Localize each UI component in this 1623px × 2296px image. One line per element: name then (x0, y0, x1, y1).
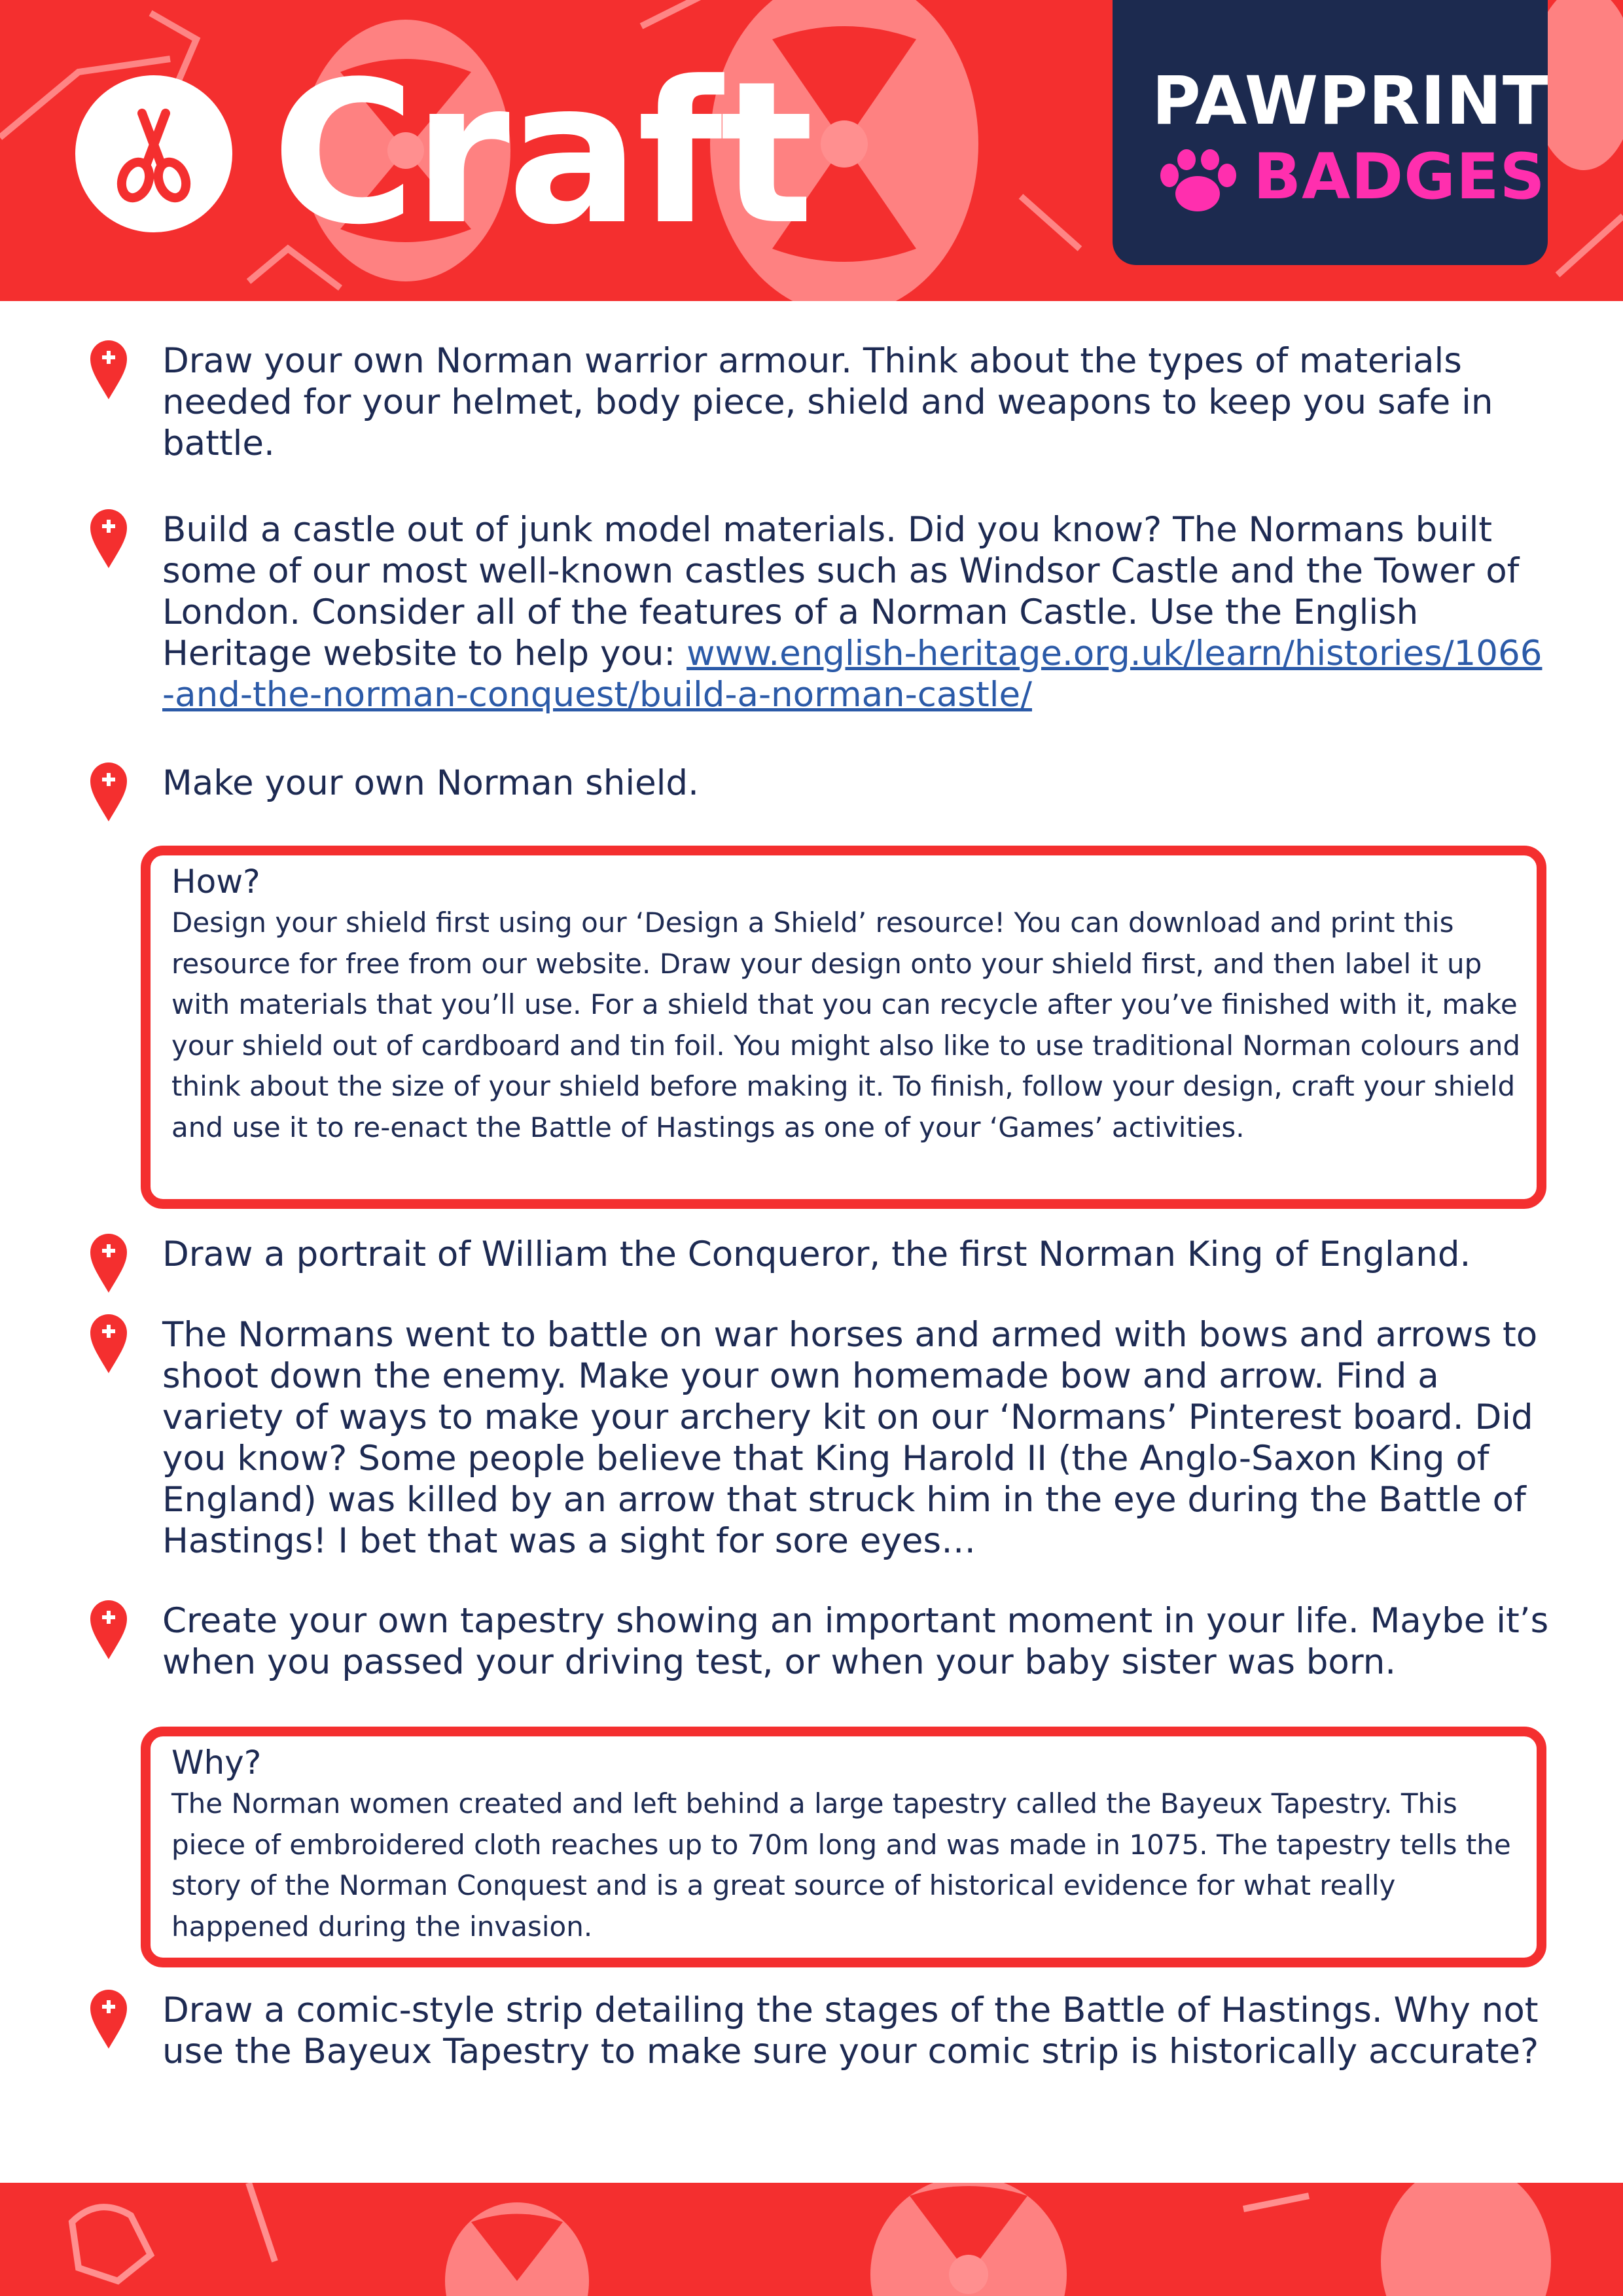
activity-text: The Normans went to battle on war horses and armed with bows and arrows to shoot down the enemy. Make your own homemade bow and arrow. Find a variety of ways to make your archery kit on our ‘Normans’ Pinterest board. Did you know? Some people believe that King Harold II (the Anglo-Saxon King of England) was killed by an arrow that struck him in the eye during the Battle of Hastings! I bet that was a sight for sore eyes… (162, 1315, 1538, 1561)
map-pin-icon (90, 340, 127, 401)
map-pin-icon (90, 762, 127, 823)
brand-name-line2: BADGES (1253, 140, 1546, 213)
footer-banner (0, 2183, 1623, 2296)
info-box-heading: How? (171, 863, 260, 901)
activity-text: Draw a comic-style strip detailing the stages of the Battle of Hastings. Why not use the Bayeux Tapestry to make sure your comic strip is historically accurate? (162, 1990, 1539, 2072)
info-box-body: The Norman women created and left behind a large tapestry called the Bayeux Tapestry. This piece of embroidered cloth reaches up to 70m long and was made in 1075. The tapestry tells the story of the Norman Conquest and is a great source of historical evidence for what really happened during the invasion. (171, 1787, 1511, 1943)
activity-text: Make your own Norman shield. (162, 763, 699, 803)
page-title: Craft (272, 39, 812, 268)
english-heritage-link[interactable]: www.english-heritage.org.uk/learn/histories/1066-and-the-norman-conquest/build-a-norman-castle/ (162, 634, 1543, 715)
map-pin-icon (90, 1990, 127, 2050)
info-box-how (141, 846, 1546, 1209)
map-pin-icon (90, 1234, 127, 1294)
scissors-icon (101, 101, 206, 206)
activity-text: Create your own tapestry showing an important moment in your life. Maybe it’s when you passed your driving test, or when your baby sister was born. (162, 1601, 1549, 1682)
map-pin-icon (90, 509, 127, 569)
activity-text-body: Build a castle out of junk model materials. Did you know? The Normans built some of our most well-known castles such as Windsor Castle and the Tower of London. Consider all of the features of a Norman Castle. Use the English Heritage website to help you: (162, 510, 1520, 673)
brand-logo (1113, 0, 1548, 265)
info-box-body: Design your shield first using our ‘Design a Shield’ resource! You can download and print this resource for free from our website. Draw your design onto your shield first, and then label it up with materials that you’ll use. For a shield that you can recycle after you’ve finished with it, make your shield out of cardboard and tin foil. You might also like to use traditional Norman colours and think about the size of your shield before making it. To finish, follow your design, craft your shield and use it to re-enact the Battle of Hastings as one of your ‘Games’ activities. (171, 906, 1520, 1143)
decorative-shields-pattern (0, 2183, 1623, 2296)
title-icon-badge (75, 75, 232, 232)
activity-text (162, 509, 1550, 715)
activities-list (0, 301, 1623, 2179)
brand-name-line1: PAWPRINT (1152, 62, 1549, 140)
header-banner (0, 0, 1623, 301)
info-box-heading: Why? (171, 1744, 262, 1782)
activity-text: Draw your own Norman warrior armour. Think about the types of materials needed for your helmet, body piece, shield and weapons to keep you safe in battle. (162, 341, 1493, 463)
activity-text: Draw a portrait of William the Conqueror, the first Norman King of England. (162, 1234, 1471, 1274)
map-pin-icon (90, 1600, 127, 1660)
paw-icon (1155, 149, 1240, 215)
info-box-why (141, 1727, 1546, 1967)
map-pin-icon (90, 1314, 127, 1374)
